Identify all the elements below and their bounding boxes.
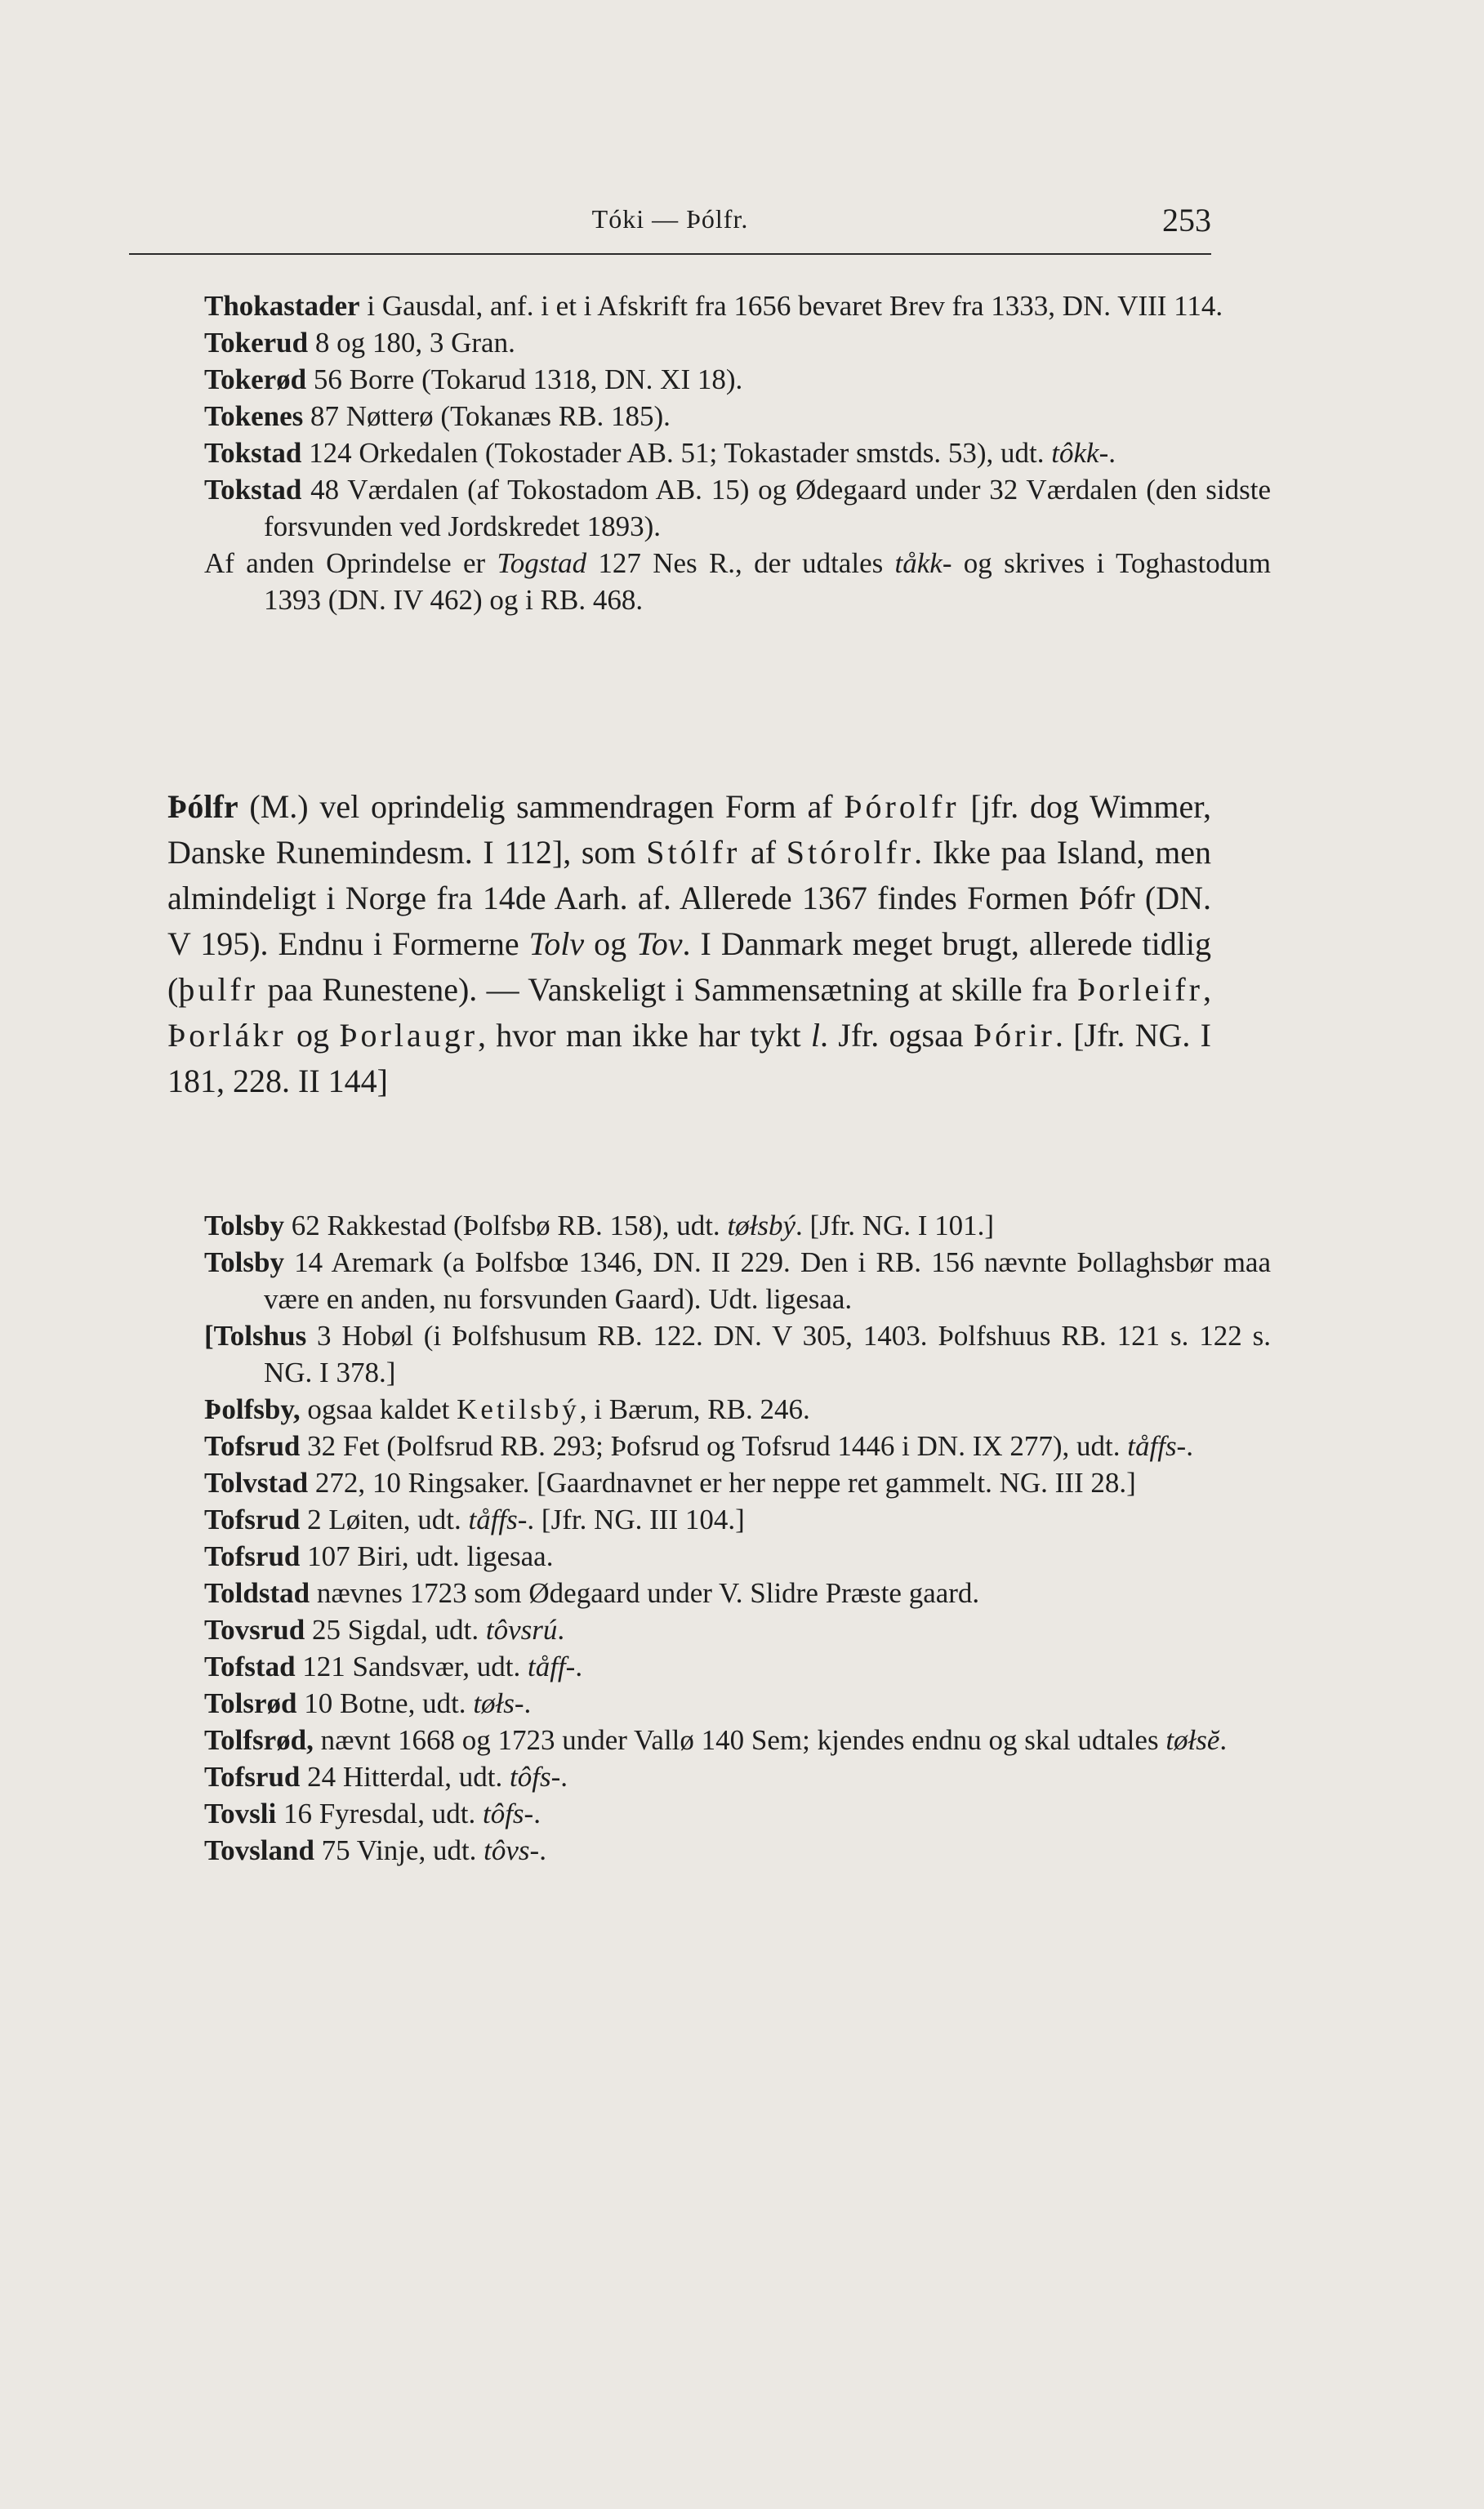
header-rule (129, 253, 1211, 255)
entry-text: nævnt 1668 og 1723 under Vallø 140 Sem; kjendes endnu og skal udtales (313, 1724, 1166, 1756)
entry (204, 1244, 1271, 1317)
entry-headword: Tolsrød (204, 1687, 297, 1719)
entry-headword: Tolfsrød, (204, 1724, 314, 1756)
pronunciation: tôvsrú (485, 1614, 558, 1646)
entry (204, 1575, 1271, 1611)
entry-text: 25 Sigdal, udt. (305, 1614, 486, 1646)
essay-text: . Jfr. ogsaa (820, 1017, 974, 1054)
entry-headword: Tofsrud (204, 1540, 301, 1572)
pronunciation: tôvs- (484, 1834, 540, 1866)
italic-form: Tov (636, 925, 683, 962)
entry-text: 8 og 180, 3 Gran. (308, 327, 515, 359)
entry-tail: . (524, 1687, 532, 1719)
essay-text: . I Danmark meget brugt, allerede tidlig ( (167, 925, 1211, 1008)
entry-text: 10 Botne, udt. (296, 1687, 474, 1719)
entry-tail: . (575, 1651, 583, 1682)
spaced-name: Þórolfr (844, 788, 960, 825)
spaced-name: Þórir (973, 1017, 1055, 1054)
spaced-name: Stórolfr (786, 834, 915, 871)
entry (204, 1501, 1271, 1538)
entry-text: 272, 10 Ringsaker. [Gaardnavnet er her neppe ret gammelt. NG. III 28.] (308, 1467, 1136, 1499)
spaced-name: Þorleifr (1076, 971, 1203, 1008)
entry-tail: . (533, 1798, 541, 1829)
essay-text: , (1203, 971, 1211, 1008)
entry-text: 32 Fet (Þolfsrud RB. 293; Þofsrud og Tofsrud 1446 i DN. IX 277), udt. (300, 1430, 1128, 1462)
entry (204, 1685, 1271, 1722)
entry-text: 121 Sandsvær, udt. (295, 1651, 528, 1682)
spaced-name: þulfr (178, 971, 259, 1008)
pronunciation: tôfs- (482, 1798, 534, 1829)
entries-section-a (0, 287, 1484, 618)
entry-headword: Toldstad (204, 1577, 310, 1609)
entry-headword: Tofsrud (204, 1430, 301, 1462)
entry-headword: Tofsrud (204, 1504, 301, 1535)
entry-headword: Tokstad (204, 437, 302, 469)
origin-note (204, 545, 1271, 618)
entry-tail: . [Jfr. NG. I 101.] (795, 1210, 995, 1241)
entry-tail: . (557, 1614, 565, 1646)
running-title: Tóki — Þólfr. (591, 204, 749, 234)
entry (204, 1648, 1271, 1685)
entry (204, 361, 1271, 398)
page-number: 253 (1162, 202, 1211, 238)
entry (204, 1317, 1271, 1391)
entry (204, 1464, 1271, 1501)
entry (204, 287, 1271, 324)
entry-headword: Þolfsby, (204, 1393, 301, 1425)
pronunciation: tøłs- (473, 1687, 524, 1719)
entry-text: 87 Nøtterø (Tokanæs RB. 185). (303, 400, 671, 432)
pronunciation: tåff- (527, 1651, 576, 1682)
entry-text: 14 Aremark (a Þolfsbœ 1346, DN. II 229. Den i RB. 156 nævnte Þollaghsbør maa være en anden, nu forsvunden Gaard). Udt. ligesaa. (264, 1246, 1271, 1315)
essay-text: , hvor man ikke har tykt (478, 1017, 811, 1054)
pronunciation: tôfs- (510, 1761, 561, 1793)
spaced-name: Ketilsbý (457, 1393, 580, 1425)
entry-headword: Tovsrud (204, 1614, 305, 1646)
entry-headword: Tolvstad (204, 1467, 309, 1499)
essay-text: og (584, 925, 637, 962)
pronunciation: tøłsĕ (1165, 1724, 1220, 1756)
entry-text: ogsaa kaldet (300, 1393, 457, 1425)
entry (204, 1722, 1271, 1758)
essay-headword: Þólfr (167, 788, 238, 825)
essay-text: [jfr. dog Wimmer, Danske Runemindesm. I 112], som (167, 788, 1212, 871)
entry-text: 75 Vinje, udt. (314, 1834, 484, 1866)
entry (204, 1832, 1271, 1869)
pronunciation: tøłsbý (727, 1210, 796, 1241)
pronunciation: tåffs- (1127, 1430, 1187, 1462)
entry (204, 471, 1271, 545)
entry-headword: Tofstad (204, 1651, 296, 1682)
entry-tail: . (539, 1834, 546, 1866)
entry-headword: Tokerud (204, 327, 309, 359)
note-italic: Togstad (497, 547, 587, 579)
entry (204, 1795, 1271, 1832)
spaced-name: Þorlákr (167, 1017, 287, 1054)
entry-headword: [Tolshus (204, 1320, 307, 1352)
entry-text: nævnes 1723 som Ødegaard under V. Slidre Præste gaard. (310, 1577, 980, 1609)
pronunciation: tåkk- (894, 547, 952, 579)
italic-form: l (810, 1017, 821, 1054)
note-text: Af anden Oprindelse er (204, 547, 497, 579)
essay-text: . Ikke paa Island, men almindeligt i Norge fra 14de Aarh. af. Allerede 1367 findes Formen Þófr (DN. V 195). Endnu i Formerne (167, 834, 1212, 962)
spaced-name: Þorlaugr (339, 1017, 479, 1054)
entry (204, 324, 1271, 361)
note-text: og skrives i Toghastodum 1393 (DN. IV 462) og i RB. 468. (264, 547, 1271, 616)
entry-headword: Tokerød (204, 363, 307, 395)
name-essay (167, 784, 1211, 1104)
essay-text: paa Runestene). — Vanskeligt i Sammensætning at skille fra (258, 971, 1077, 1008)
entry-text: i Gausdal, anf. i et i Afskrift fra 1656 bevaret Brev fra 1333, DN. VIII 114. (359, 290, 1223, 322)
entry-text: 62 Rakkestad (Þolfsbø RB. 158), udt. (283, 1210, 728, 1241)
entries-section-b (0, 1207, 1484, 1869)
essay-text: . [Jfr. NG. I 181, 228. II 144] (167, 1017, 1212, 1099)
entry-tail: . (1219, 1724, 1228, 1756)
italic-form: Tolv (528, 925, 585, 962)
entry (204, 1428, 1271, 1464)
entry-tail: . [Jfr. NG. III 104.] (527, 1504, 745, 1535)
entry (204, 1391, 1271, 1428)
entry-tail: . (1186, 1430, 1193, 1462)
entry-headword: Tofsrud (204, 1761, 301, 1793)
entry-tail: . (1108, 437, 1116, 469)
essay-text: (M.) vel oprindelig sammendragen Form af (238, 788, 844, 825)
entry-headword: Tolsby (204, 1246, 284, 1278)
essay-text: og (286, 1017, 340, 1054)
entry (204, 435, 1271, 471)
entry-text: 124 Orkedalen (Tokostader AB. 51; Tokastader smstds. 53), udt. (301, 437, 1052, 469)
entry-text: 56 Borre (Tokarud 1318, DN. XI 18). (306, 363, 743, 395)
essay-text: af (740, 834, 787, 871)
spaced-name: Stólfr (646, 834, 741, 871)
entry-text: 2 Løiten, udt. (300, 1504, 469, 1535)
entry-headword: Tokstad (204, 474, 302, 506)
entry-text: 48 Værdalen (af Tokostadom AB. 15) og Ødegaard under 32 Værdalen (den sidste forsvunden ved Jordskredet 1893). (264, 474, 1271, 542)
entry-text: 16 Fyresdal, udt. (276, 1798, 483, 1829)
entry-headword: Tovsland (204, 1834, 314, 1866)
pronunciation: tôkk- (1051, 437, 1109, 469)
pronunciation: tåffs- (468, 1504, 528, 1535)
entry-headword: Tovsli (204, 1798, 277, 1829)
entry (204, 1758, 1271, 1795)
entry (204, 398, 1271, 435)
entry-headword: Tolsby (204, 1210, 284, 1241)
entry-headword: Tokenes (204, 400, 304, 432)
entry-text: 24 Hitterdal, udt. (300, 1761, 510, 1793)
entry-headword: Thokastader (204, 290, 360, 322)
entry (204, 1207, 1271, 1244)
entry-tail: , i Bærum, RB. 246. (579, 1393, 810, 1425)
running-header (129, 204, 1211, 253)
note-text: 127 Nes R., der udtales (586, 547, 895, 579)
entry-text: 107 Biri, udt. ligesaa. (300, 1540, 554, 1572)
entry-text: 3 Hobøl (i Þolfshusum RB. 122. DN. V 305, 1403. Þolfshuus RB. 121 s. 122 s. NG. I 378.] (264, 1320, 1271, 1388)
entry-tail: . (560, 1761, 568, 1793)
entry (204, 1611, 1271, 1648)
entry (204, 1538, 1271, 1575)
